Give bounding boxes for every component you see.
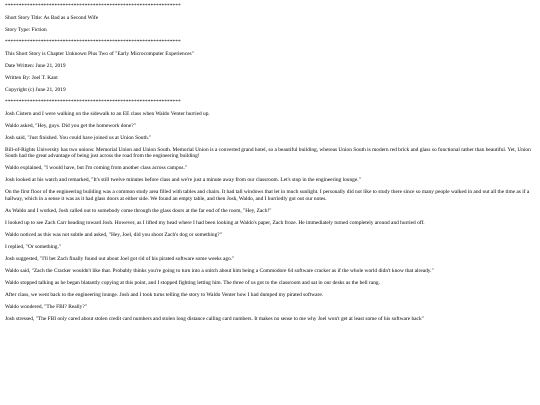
- separator-line: ****************************************************************: [5, 98, 181, 105]
- chapter-note: This Short Story is Chapter Unknown Plus Two of "Early Microcomputer Experiences": [5, 50, 194, 57]
- story-title: Short Story Title: As Bad as a Second Wife: [5, 14, 99, 21]
- paragraph: Josh said, "Just finished. You could have joined us at Union South.": [5, 134, 152, 141]
- date-written: Date Written: June 21, 2019: [5, 62, 66, 69]
- paragraph: Josh stressed, "The FBI only cared about stolen credit card numbers and stolen long distance calling card numbers. It makes no sense to me why Joel won't get at least some of his software back": [5, 315, 424, 322]
- copyright-line: Copyright (c) June 21, 2019: [5, 86, 66, 93]
- author-line: Written By: Joel T. Kant: [5, 74, 58, 81]
- paragraph: As Waldo and I worked, Josh called out to somebody come through the glass doors at the far end of the room, "Hey, Zach!": [5, 207, 272, 214]
- separator-line: ****************************************************************: [5, 38, 181, 45]
- paragraph: Waldo wondered, "The FBI? Really?": [5, 303, 87, 310]
- paragraph: I looked up to see Zach Carr heading toward Josh. However, as I lifted my head where I had been looking at Waldo's paper, Zach froze. He immediately turned completely around and hurried off.: [5, 219, 425, 226]
- paragraph: After class, we went back to the engineering lounge. Josh and I took turns telling the story to Waldo Venter how I had dumped my pirated software.: [5, 291, 324, 298]
- paragraph: Waldo stopped talking as he began blatantly copying at this point, and I stopped fighting letting him. The three of us got to the classroom and sat in our desks as the bell rang.: [5, 279, 380, 286]
- story-type: Story Type: Fiction: [5, 26, 47, 33]
- paragraph: Waldo noticed as this was not subtle and asked, "Hey, Joel, did you shoot Zach's dog or something?": [5, 231, 222, 238]
- paragraph: Josh suggested, "I'll bet Zach finally found out about Joel got rid of his pirated software some weeks ago.": [5, 255, 235, 262]
- paragraph: Waldo said, "Zach the Cracker wouldn't like that. Probably thinks you're going to turn into a snitch about him being a Commodore 64 software cracker as if the whole world didn't know that already.": [5, 267, 434, 274]
- paragraph: I replied, "Or something.": [5, 243, 62, 250]
- paragraph: Waldo asked, "Hey, guys. Did you get the homework done?": [5, 122, 136, 129]
- paragraph: Josh looked at his watch and remarked, "It's still twelve minutes before class and we're just a minute away from our classroom. Let's stop in the engineering lounge.": [5, 177, 361, 184]
- paragraph: Bill-of-Rights University has two unions: Memorial Union and Union South. Memorial Union is a converted grand hotel, so a beautiful building, whereas Union South is modern red brick and glass so functional rather than beautiful. Yet, Union South had the great advantage of being just across the road from the engineering building!: [5, 146, 531, 160]
- paragraph: Josh Cistern and I were walking on the sidewalk to an EE class when Waldo Venter hurried up.: [5, 110, 210, 117]
- paragraph: On the first floor of the engineering building was a common study area filled with tables and chairs. It had tall windows that let in much sunlight. I personally did not like to study there since so many people walked in and out all the time as if a hallway, which in a sense it was as it had glass doors at either side. We found an empty table, and then Josh, Waldo, and I hurriedly got out our notes.: [5, 189, 530, 202]
- separator-line: ****************************************************************: [5, 3, 181, 9]
- paragraph: Waldo explained, "I would have, but I'm coming from another class across campus.": [5, 165, 188, 172]
- document: [5, 3, 533, 328]
